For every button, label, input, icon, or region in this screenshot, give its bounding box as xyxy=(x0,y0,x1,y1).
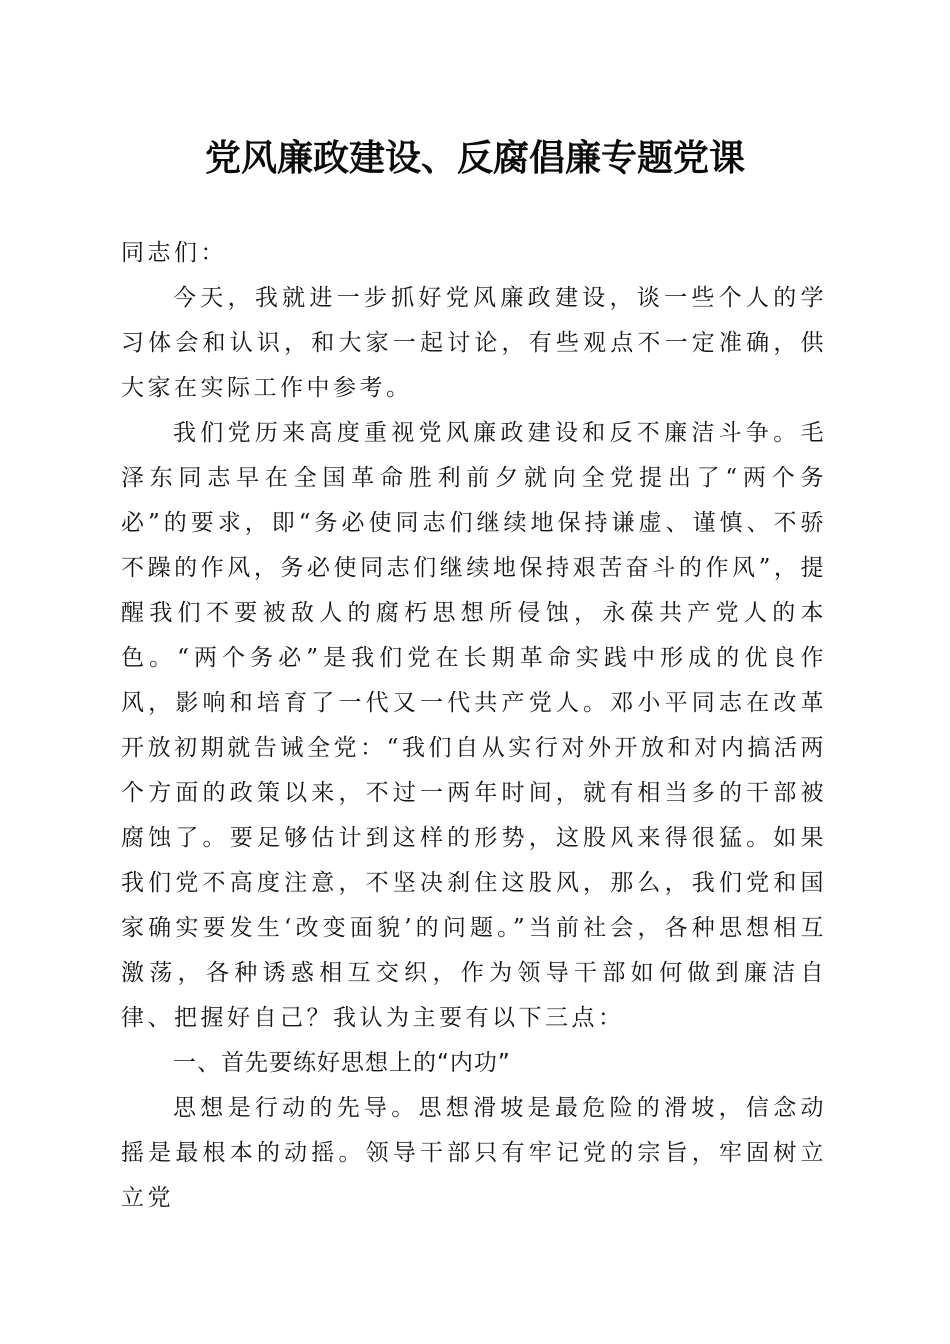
section-heading: 一、首先要练好思想上的“内功” xyxy=(173,1050,511,1076)
document-body xyxy=(121,231,827,1221)
document-title: 党风廉政建设、反腐倡廉专题党课 xyxy=(204,137,745,179)
section-paragraph: 思想是行动的先导。思想滑坡是最危险的滑坡，信念动摇是最根本的动摇。领导干部只有牢记党的宗旨，牢固树立立党 xyxy=(121,1095,827,1211)
paragraph-history: 我们党历来高度重视党风廉政建设和反不廉洁斗争。毛泽东同志早在全国革命胜利前夕就向全党提出了“两个务必”的要求，即“务必使同志们继续地保持谦虚、谨慎、不骄不躁的作风，务必使同志们继续地保持艰苦奋斗的作风”，提醒我们不要被敌人的腐朽思想所侵蚀，永葆共产党人的本色。“两个务必”是我们党在长期革命实践中形成的优良作风，影响和培育了一代又一代共产党人。邓小平同志在改革开放初期就告诫全党：“我们自从实行对外开放和对内搞活两个方面的政策以来，不过一两年时间，就有相当多的干部被腐蚀了。要足够估计到这样的形势，这股风来得很猛。如果我们党不高度注意，不坚决刹住这股风，那么，我们党和国家确实要发生‘改变面貌’的问题。”当前社会，各种思想相互激荡，各种诱惑相互交织，作为领导干部如何做到廉洁自律、把握好自己？我认为主要有以下三点： xyxy=(121,420,827,1031)
paragraph-intro: 今天，我就进一步抓好党风廉政建设，谈一些个人的学习体会和认识，和大家一起讨论，有些观点不一定准确，供大家在实际工作中参考。 xyxy=(121,285,827,401)
salutation: 同志们： xyxy=(121,240,227,266)
